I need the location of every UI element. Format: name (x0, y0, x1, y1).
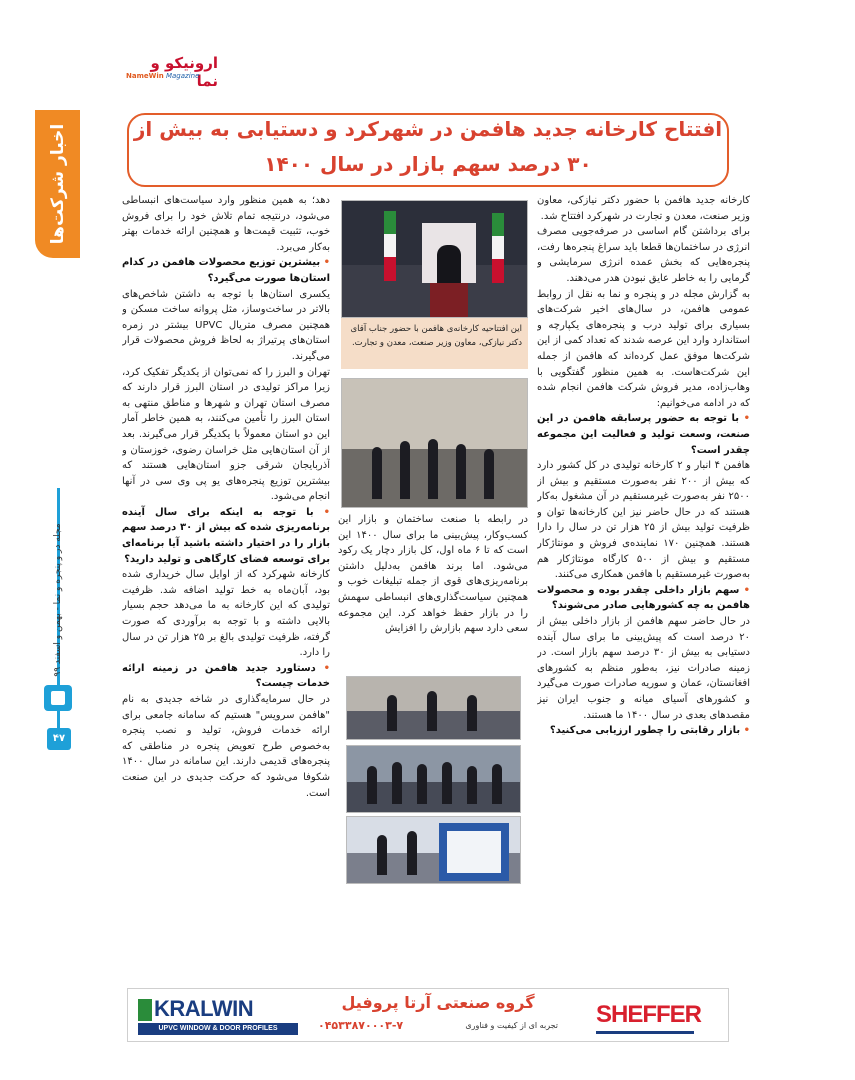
person-figure (442, 762, 452, 804)
photo-factory-visit (341, 378, 528, 508)
section-tab (35, 110, 80, 258)
person-figure (417, 764, 427, 804)
paragraph: در حال حاضر سهم هافمن از بازار داخلی بیش از ۲۰ درصد است که پیش‌بینی ما برای سال آینده دستیابی به بیش از ۳۰ درصد سهم بازار است. در زمینه صادرات نیز، به‌طور منظم به کشورهای افغانستان، عمان و سوریه صادرات صورت می‌گیرد و کشورهای آسیای میانه و جنوب ایران نیز مقصدهای بعدی در سال ۱۴۰۰ ما هستند. (537, 616, 750, 721)
paragraph: در حال سرمایه‌گذاری در شاخه جدیدی به نام "هافمن سرویس" هستیم که سامانه جامعی برای ارائه خدمات فروش، تولید و نصب پنجره به‌خصوص طرح تعویض پنجره در مناطقی که پنجره‌های قدیمی دارند. این سامانه در سال ۱۴۰۰ شکوفا می‌شود که حرکت جدیدی در این صنعت است. (122, 694, 330, 799)
logo-sub-brand: NameWin (126, 72, 164, 80)
article-column-left (122, 193, 330, 973)
interview-question: • با توجه به حضور پرسابقه هافمن در این صنعت، وسعت تولید و فعالیت این مجموعه چقدر است؟ (537, 411, 750, 458)
sheffer-logo (596, 1001, 718, 1033)
interview-question: • سهم بازار داخلی چقدر بوده و محصولات هافمن به چه کشورهایی صادر می‌شوند؟ (537, 583, 750, 614)
person-figure (377, 835, 387, 875)
page-number: ۴۷ (47, 728, 71, 750)
photo-group-factory (346, 745, 521, 813)
logo-sub-word: Magazine (165, 72, 200, 80)
kralwin-word: KRALWIN (154, 996, 254, 1021)
person-figure (372, 447, 382, 499)
person-figure (400, 441, 410, 499)
issue-info: مجله در و پنجره و نما - بهمن و اسفند ۹۹ (53, 523, 63, 677)
person-figure (387, 695, 397, 731)
article-column-right (537, 193, 750, 973)
person-figure (392, 762, 402, 804)
paragraph: برای برداشتن گام اساسی در صرفه‌جویی مصرف انرژی در ساختمان‌ها قطعا باید سراغ پنجره‌ها رفت، پنجره‌هایی که بخش عمده انرژی سرمایشی و گرمایی را به خاطر عایق نبودن هدر می‌دهند. (537, 226, 750, 284)
paragraph: کارخانه شهرکرد که از اوایل سال خریداری شده بود، آبان‌ماه به خط تولید اضافه شد. ظرفیت تولیدی که این کارخانه به ما می‌دهد حجم بسیار بالایی داشته و با توجه به برآوردی که صورت گرفته، ظرفیت تولیدی بالغ بر ۲۵ هزار تن در سال را دارد. (122, 569, 330, 659)
paragraph: تهران و البرز را که نمی‌توان از یکدیگر تفکیک کرد، زیرا مراکز تولیدی در استان البرز قرار دارند که مصرف استان تهران و شهرها و مناطق منتهی به استان البرز را تأمین می‌کنند، به همین خاطر آمار این دو استان معمولاً با یکدیگر قرار می‌گیرند. بعد از آن استان‌هایی مثل خراسان رضوی، خوزستان و آذربایجان شرقی جزو استان‌هایی هستند که بیشترین توزیع پنجره‌های یو پی وی سی در آنها انجام می‌شود. (122, 366, 330, 503)
arta-profile-block (318, 993, 558, 1039)
article-column-middle: در رابطه با صنعت ساختمان و بازار این کسب‌وکار، پیش‌بینی ما برای سال ۱۴۰۰ این است که تا ۶ ماه اول، کل بازار دچار یک رکود می‌شود. اما برند هافمن به‌دلیل داشتن برنامه‌ریزی‌های قوی از جمله تبلیغات خوب و همچنین سیاست‌گذاری‌های انبساطی سهمش را در بازار حفظ خواهد کرد. این مجموعه سعی دارد سهم بازارش را افزایش (338, 514, 528, 635)
interview-question: • دستاورد جدید هافمن در زمینه ارائه خدمات چیست؟ (122, 661, 330, 692)
photo-opening-ceremony (341, 200, 528, 318)
flag-icon (384, 211, 396, 281)
paragraph: دهد؛ به همین منظور وارد سیاست‌های انبساطی می‌شود، درنتیجه تمام تلاش خود را برای فروش خوب، تثبیت قیمت‌ها و همچنین ارائه خدمات بهتر به‌کار می‌برد. (122, 195, 330, 253)
article-title-box (127, 113, 729, 187)
interview-question: • با توجه به اینکه برای سال آینده برنامه‌ریزی شده که بیش از ۳۰ درصد سهم بازار را در اختیار داشته باشید آیا برنامه‌ای برای توسعه فضای کارگاهی و تولید دارید؟ (122, 505, 330, 567)
photo-ribbon-cutting (346, 676, 521, 740)
person-figure (456, 444, 466, 499)
window-icon (44, 685, 72, 711)
logo-subtitle (126, 72, 199, 80)
kralwin-tagline: UPVC WINDOW & DOOR PROFILES (138, 1023, 298, 1035)
arta-phone: ۰۴۵۳۳۸۷۰۰۰۳-۷ (318, 1019, 404, 1032)
photo-exhibition-board (346, 816, 521, 884)
paragraph: یکسری استان‌ها با توجه به داشتن شاخص‌های بالاتر در ساخت‌وساز، مثل پروانه ساخت مسکن و همچنین مصرف متریال UPVC بیشتر در زمره استان‌های پرتیراژ به لحاظ فروش محصولات قرار می‌گیرند. (122, 288, 330, 362)
person-figure (467, 695, 477, 731)
person-figure (484, 449, 494, 499)
kralwin-logo (138, 996, 298, 1036)
photo-caption: این افتتاحیه کارخانه‌ی هافمن با حضور جناب آقای دکتر نیازکی، معاون وزیر صنعت، معدن و تجارت. (341, 318, 528, 369)
person-figure (427, 691, 437, 731)
sheffer-word: SHEFFER (596, 1001, 702, 1028)
arta-slogan: تجربه ای از کیفیت و فناوری (465, 1021, 558, 1030)
person-figure (407, 831, 417, 875)
paragraph: کارخانه جدید هافمن با حضور دکتر نیازکی، معاون وزیر صنعت، معدن و تجارت در شهرکرد افتتاح شد. (537, 195, 750, 222)
article-title-line2: ۳۰ درصد سهم بازار در سال ۱۴۰۰ (264, 152, 592, 176)
footer-advertisement (127, 988, 729, 1042)
logo-mark: ارونیکو و نما (150, 54, 218, 90)
interview-question: • بیشترین توزیع محصولات هافمن در کدام استان‌ها صورت می‌گیرد؟ (122, 255, 330, 286)
paragraph: به گزارش مجله در و پنجره و نما به نقل از روابط عمومی هافمن، در سال‌های اخیر شرکت‌های بسیاری برای تولید درب و پنجره‌های یکپارچه و استاندارد وارد این عرصه شدند که تعداد کمی از این شرکت‌ها موفق عمل کرده‌اند که هافمن از جمله این شرکت‌هاست. به همین منظور گفتگویی با وهاب‌زاده، مدیر فروش شرکت هافمن انجام شده که در ادامه می‌خوانیم: (537, 288, 750, 409)
flag-icon (492, 213, 504, 283)
kralwin-icon (138, 999, 152, 1021)
interview-question: • بازار رقابتی را چطور ارزیابی می‌کنید؟ (537, 723, 750, 739)
person-figure (367, 766, 377, 804)
arta-group-name: گروه صنعتی آرتا پروفیل (341, 993, 535, 1012)
person-figure (492, 764, 502, 804)
article-title-line1: افتتاح کارخانه جدید هافمن در شهرکرد و دستیابی به بیش از (133, 117, 723, 141)
sheffer-underline (596, 1031, 694, 1034)
magazine-logo (126, 54, 218, 90)
podium (430, 283, 468, 318)
paragraph: هافمن ۴ انبار و ۲ کارخانه تولیدی در کل کشور دارد که بیش از ۲۰۰ نفر به‌صورت مستقیم و بیش از ۲۵۰۰ نفر به‌صورت غیرمستقیم در آن مشغول به‌کار هستند که در حال حاضر نیز این کارخانه‌ها توان و ظرفیت تولید بیش از ۲۵ هزار تن در سال را دارا هستند. همچنین ۱۷۰ نماینده‌ی فروش و مونتاژکار مستقیم و بیش از ۵۰۰ کارگاه مونتاژکار هم به‌صورت غیرمستقیم با هافمن همکاری می‌کنند. (537, 460, 750, 581)
person-figure (428, 439, 438, 499)
person-figure (467, 766, 477, 804)
section-tab-label: اخبار شرکت‌ها (47, 123, 68, 245)
display-board (439, 823, 509, 881)
